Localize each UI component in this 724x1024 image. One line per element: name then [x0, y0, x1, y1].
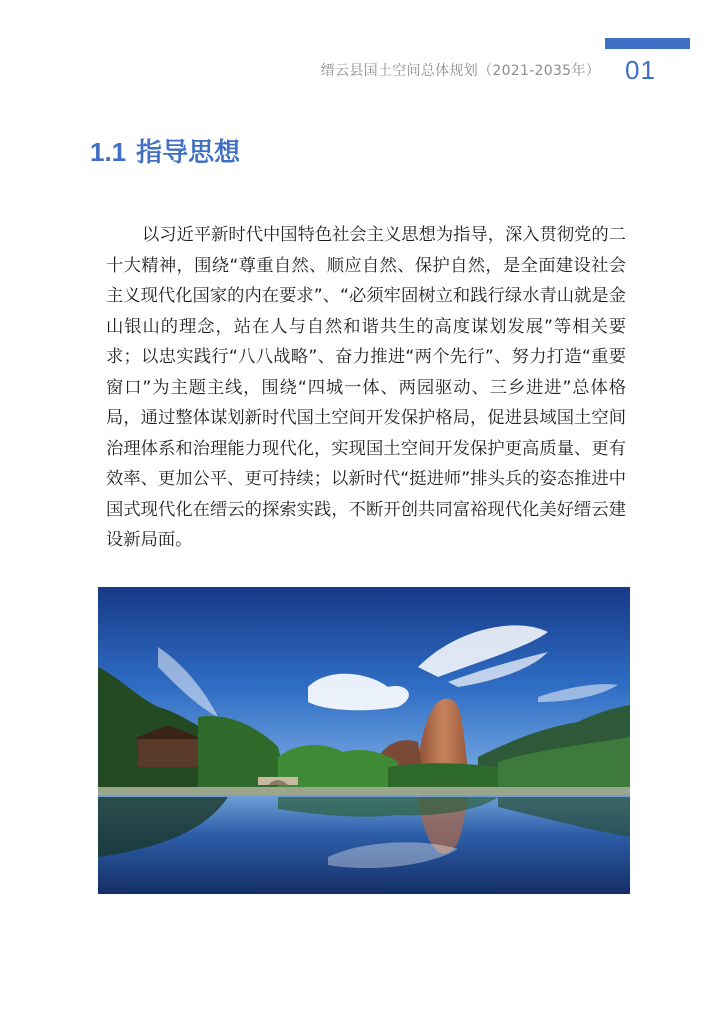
- header-accent-bar: [605, 38, 690, 49]
- section-number: 1.1: [90, 137, 127, 167]
- section-title: 指导思想: [136, 138, 241, 168]
- page-number: 01: [625, 55, 656, 85]
- section-heading: [90, 132, 240, 169]
- body-paragraph: 以习近平新时代中国特色社会主义思想为指导，深入贯彻党的二十大精神，围绕“尊重自然、顺应自然、保护自然，是全面建设社会主义现代化国家的内在要求”、“必须牢固树立和践行绿水青山就是金山银山的理念，站在人与自然和谐共生的高度谋划发展”等相关要求；以忠实践行“八八战略”、奋力推进“两个先行”、努力打造“重要窗口”为主题主线，围绕“四城一体、两园驱动、三乡进进”总体格局，通过整体谋划新时代国土空间开发保护格局，促进县域国土空间治理体系和治理能力现代化，实现国土空间开发保护更高质量、更有效率、更加公平、更可持续；以新时代“挺进师”排头兵的姿态推进中国式现代化在缙云的探索实践，不断开创共同富裕现代化美好缙云建设新局面。: [106, 225, 626, 550]
- document-header-title: 缙云县国土空间总体规划（2021-2035年）: [320, 63, 600, 79]
- landscape-photo: [98, 587, 630, 894]
- landscape-photo-graphic: [98, 587, 630, 894]
